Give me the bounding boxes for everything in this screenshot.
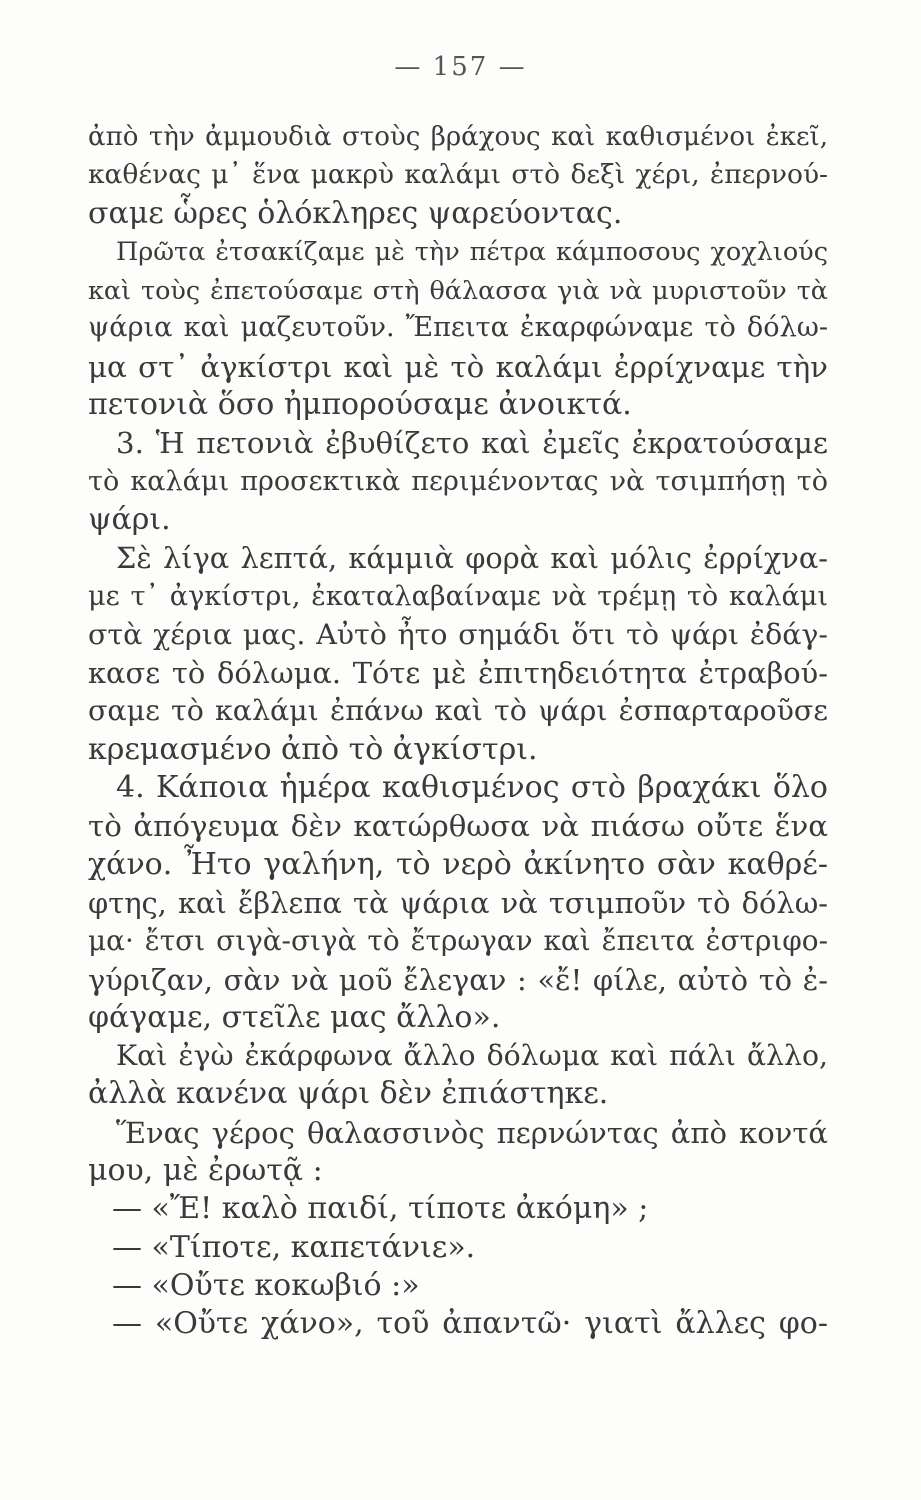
text-line: σαμε ὧρες ὁλόκληρες ψαρεύοντας.	[88, 195, 623, 231]
text-line: Πρῶτα ἐτσακίζαμε μὲ τὴν πέτρα κάμποσους χοχλιούς	[116, 236, 828, 267]
text-line: πετονιὰ ὅσο ἠμπορούσαμε ἀνοικτά.	[88, 387, 632, 423]
page-number: — 157 —	[394, 52, 527, 82]
text-line: ἀλλὰ κανένα ψάρι δὲν ἐπιάστηκε.	[88, 1076, 609, 1112]
text-line: ψάρι.	[88, 501, 171, 537]
text-line: φάγαμε, στεῖλε μας ἄλλο».	[88, 999, 501, 1035]
text-line: τὸ ἀπόγευμα δὲν κατώρθωσα νὰ πιάσω οὔτε ἕνα	[88, 809, 828, 844]
text-line: Ἕνας γέρος θαλασσινὸς περνώντας ἀπὸ κοντά	[116, 1115, 828, 1150]
dialog-line: — «Οὔτε κοκωβιό :»	[112, 1267, 420, 1303]
text-line: σαμε τὸ καλάμι ἐπάνω καὶ τὸ ψάρι ἐσπαρταροῦσε	[88, 694, 828, 728]
text-line: ψάρια καὶ μαζευτοῦν. Ἔπειτα ἐκαρφώναμε τὸ δόλω-	[88, 312, 828, 344]
text-line: στὰ χέρια μας. Αὐτὸ ἦτο σημάδι ὅτι τὸ ψάρι ἐδάγ-	[88, 617, 828, 651]
text-line: γύριζαν, σὰν νὰ μοῦ ἔλεγαν : «ἔ! φίλε, αὐτὸ τὸ ἐ-	[88, 962, 828, 997]
text-line: με τ᾽ ἀγκίστρι, ἐκαταλαβαίναμε νὰ τρέμῃ τὸ καλάμι	[88, 580, 828, 612]
text-line: Σὲ λίγα λεπτά, κάμμιὰ φορὰ καὶ μόλις ἐρρίχνα-	[116, 541, 828, 576]
text-line: καὶ τοὺς ἐπετούσαμε στὴ θάλασσα γιὰ νὰ μυριστοῦν τὰ	[88, 275, 828, 306]
text-line: κρεμασμένο ἀπὸ τὸ ἀγκίστρι.	[88, 731, 538, 767]
text-line: μα· ἔτσι σιγὰ-σιγὰ τὸ ἔτρωγαν καὶ ἔπειτα ἐστριφο-	[88, 924, 828, 958]
text-line: καθένας μ᾽ ἕνα μακρὺ καλάμι στὸ δεξὶ χέρι, ἐπερνού-	[88, 159, 828, 191]
text-line: 3. Ἡ πετονιὰ ἐβυθίζετο καὶ ἐμεῖς ἐκρατούσαμε	[116, 426, 828, 461]
text-line: μου, μὲ ἐρωτᾷ :	[88, 1153, 323, 1189]
dialog-line: — «Οὔτε χάνο», τοῦ ἀπαντῶ· γιατὶ ἄλλες φο-	[112, 1306, 828, 1342]
text-line: τὸ καλάμι προσεκτικὰ περιμένοντας νὰ τσιμπήσῃ τὸ	[88, 465, 828, 497]
text-line: Καὶ ἐγὼ ἐκάρφωνα ἄλλο δόλωμα καὶ πάλι ἄλλο,	[116, 1039, 828, 1073]
text-line: 4. Κάποια ἡμέρα καθισμένος στὸ βραχάκι ὅλο	[116, 770, 828, 806]
text-line: κασε τὸ δόλωμα. Τότε μὲ ἐπιτηδειότητα ἐτραβού-	[88, 656, 828, 691]
dialog-line: — «Ἔ! καλὸ παιδί, τίποτε ἀκόμη» ;	[112, 1191, 649, 1227]
dialog-line: — «Τίποτε, καπετάνιε».	[112, 1229, 476, 1265]
text-line: ἀπὸ τὴν ἀμμουδιὰ στοὺς βράχους καὶ καθισμένοι ἐκεῖ,	[88, 122, 828, 152]
body-text	[88, 118, 828, 1344]
text-line: φτης, καὶ ἔβλεπα τὰ ψάρια νὰ τσιμποῦν τὸ δόλω-	[88, 885, 828, 920]
text-line: μα στ᾽ ἀγκίστρι καὶ μὲ τὸ καλάμι ἐρρίχναμε τὴν	[88, 349, 828, 384]
text-line: χάνο. Ἦτο γαλήνη, τὸ νερὸ ἀκίνητο σὰν καθρέ-	[88, 846, 828, 882]
